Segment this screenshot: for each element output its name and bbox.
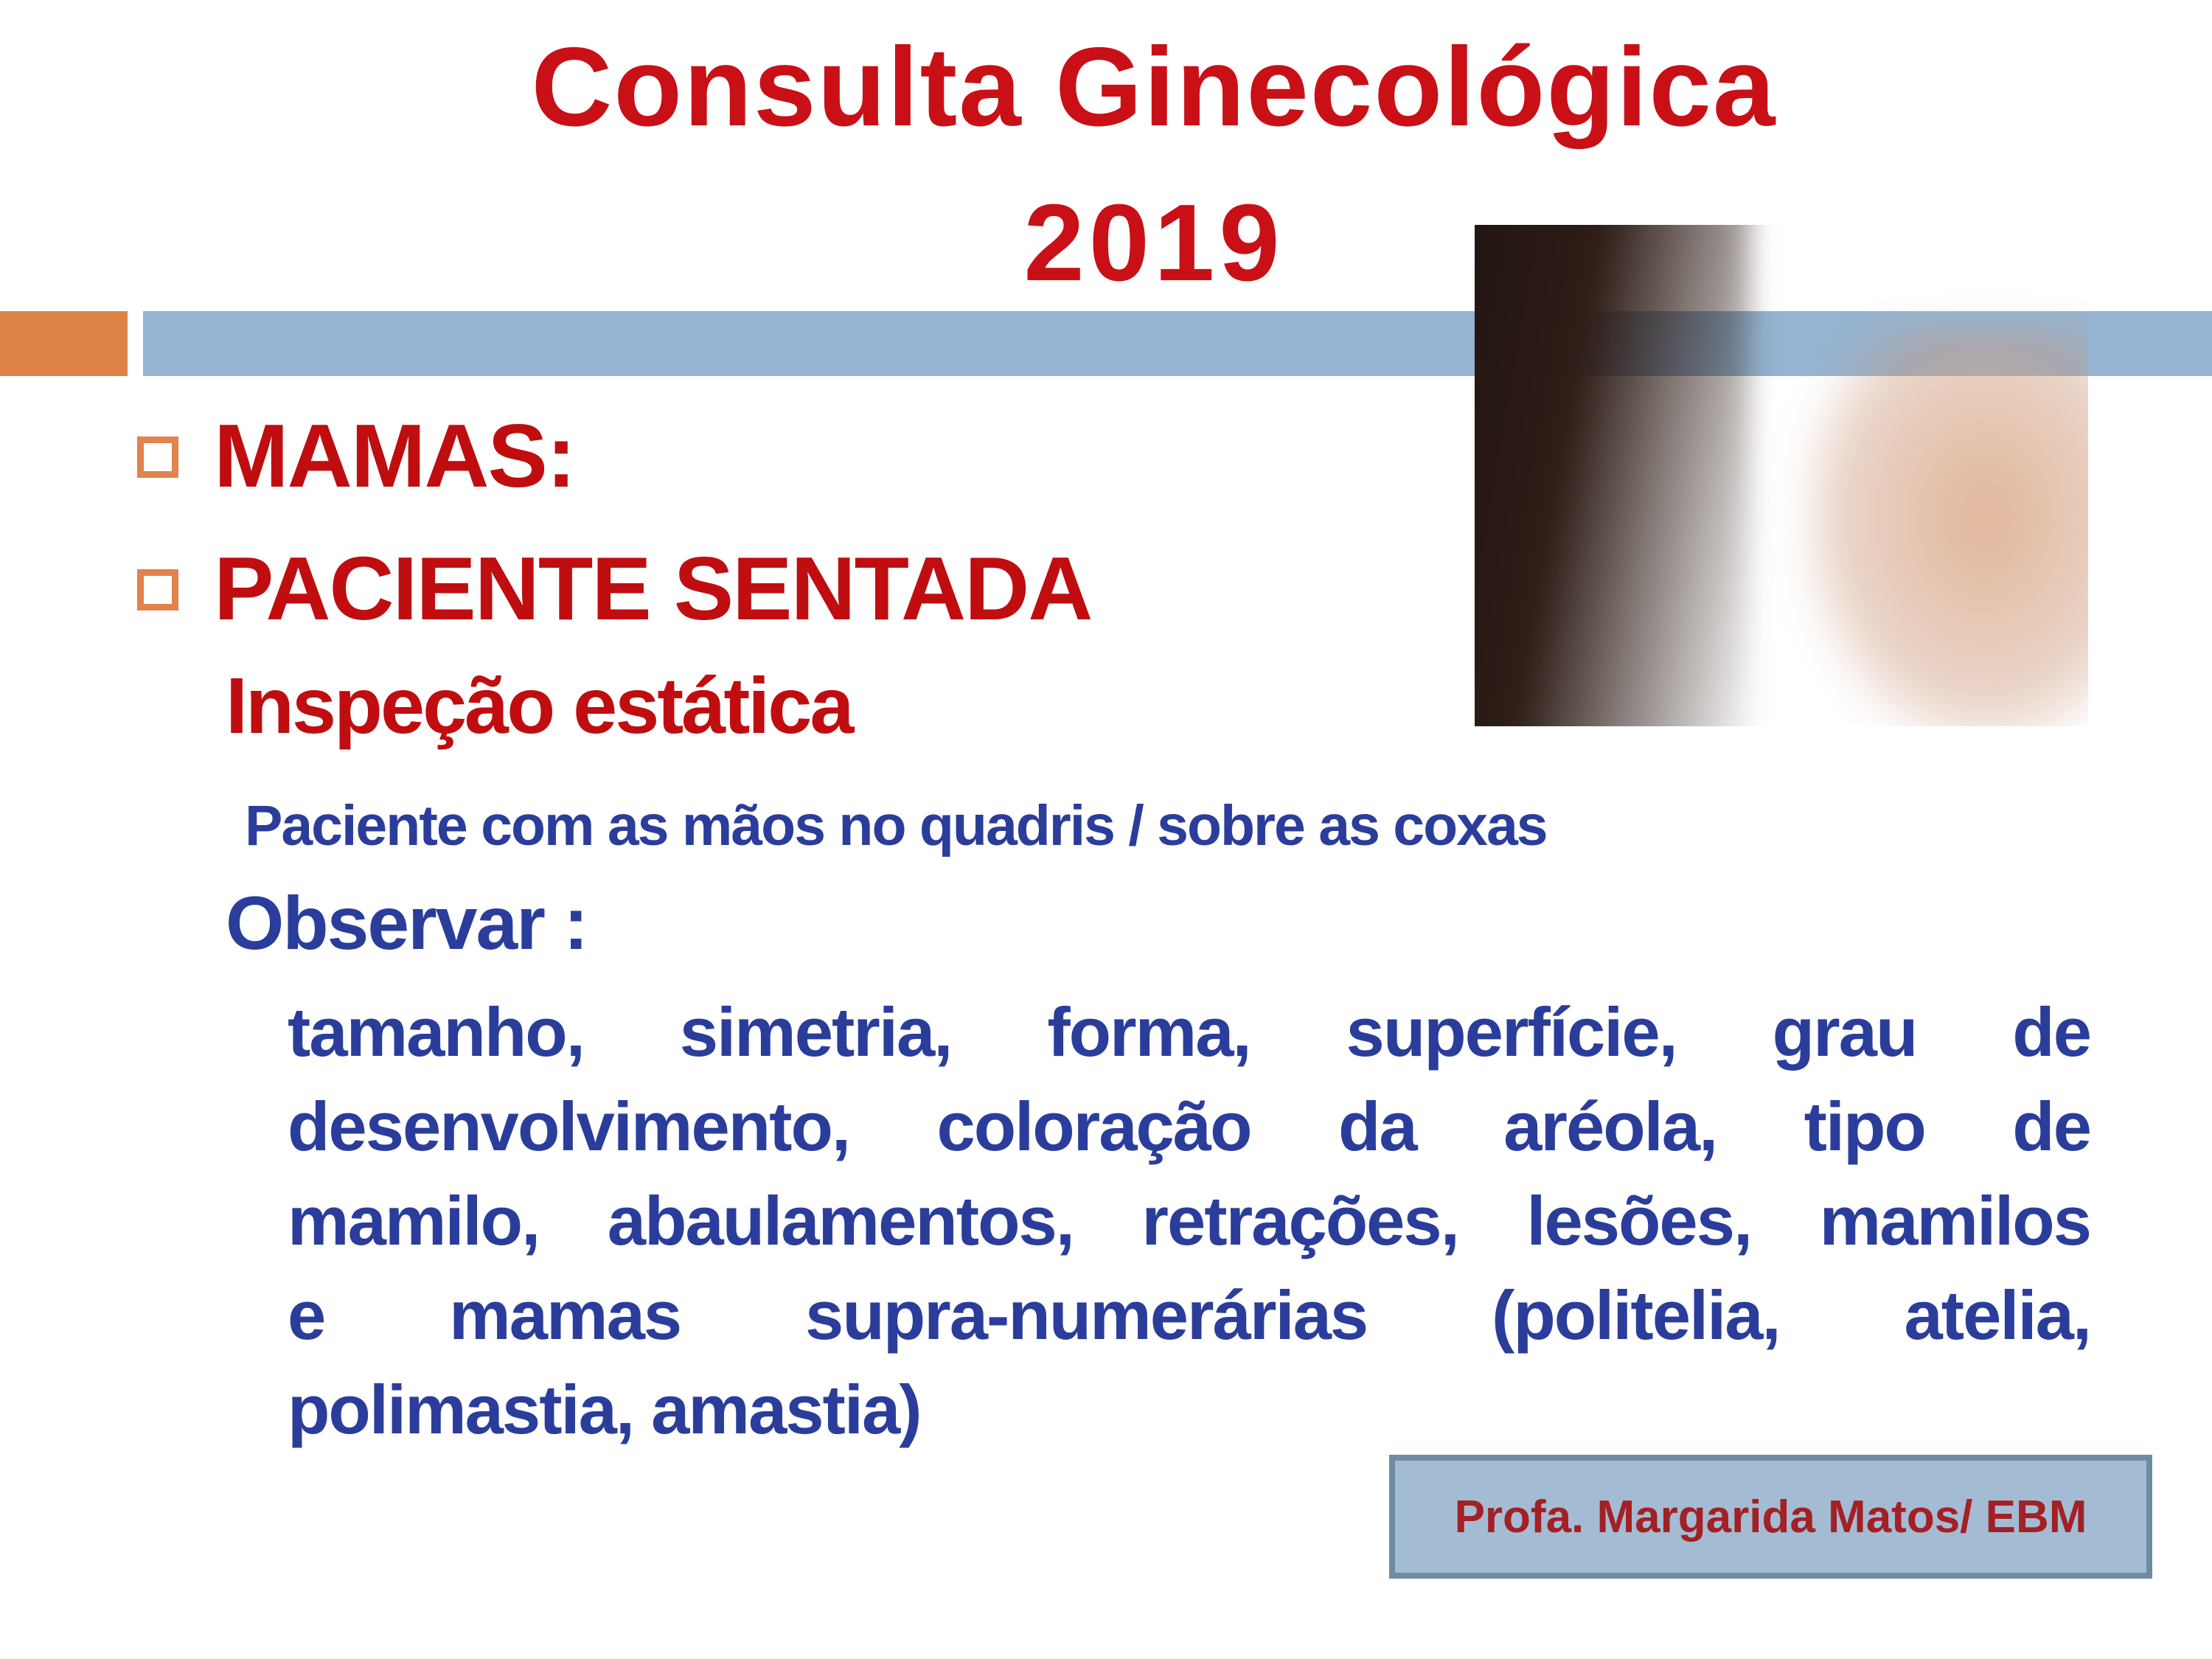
square-bullet-icon: [137, 569, 178, 611]
footer-credit-text: Profa. Margarida Matos/ EBM: [1454, 1491, 2087, 1543]
footer-credit-box: [1389, 1455, 2152, 1579]
title-line-1: Consulta Ginecológica: [531, 24, 1777, 150]
body-line: e mamas supra-numerárias (politelia, atelia,: [288, 1276, 2090, 1354]
accent-square: [0, 311, 128, 376]
instruction-text: Paciente com as mãos no quadris / sobre as coxas: [245, 794, 1547, 858]
title-line-2-year: 2019: [1023, 182, 1284, 304]
body-paragraph: [288, 985, 2090, 1457]
bullet-item-paciente-sentada: [137, 537, 1091, 640]
body-line: mamilo, abaulamentos, retrações, lesões, mamilos: [288, 1182, 2090, 1259]
body-line: desenvolvimento, coloração da aréola, tipo de: [288, 1088, 2090, 1165]
clinical-photo: [1475, 225, 2088, 726]
bullet-label: PACIENTE SENTADA: [214, 538, 1092, 639]
body-line: polimastia, amastia): [288, 1371, 921, 1448]
square-bullet-icon: [137, 437, 178, 478]
observe-label: Observar :: [226, 881, 588, 965]
bullet-item-mamas: [137, 404, 574, 507]
body-line: tamanho, simetria, forma, superfície, grau de: [288, 993, 2090, 1071]
bullet-label: MAMAS:: [214, 406, 575, 506]
subheading-inspecao-estatica: Inspeção estática: [226, 661, 852, 750]
